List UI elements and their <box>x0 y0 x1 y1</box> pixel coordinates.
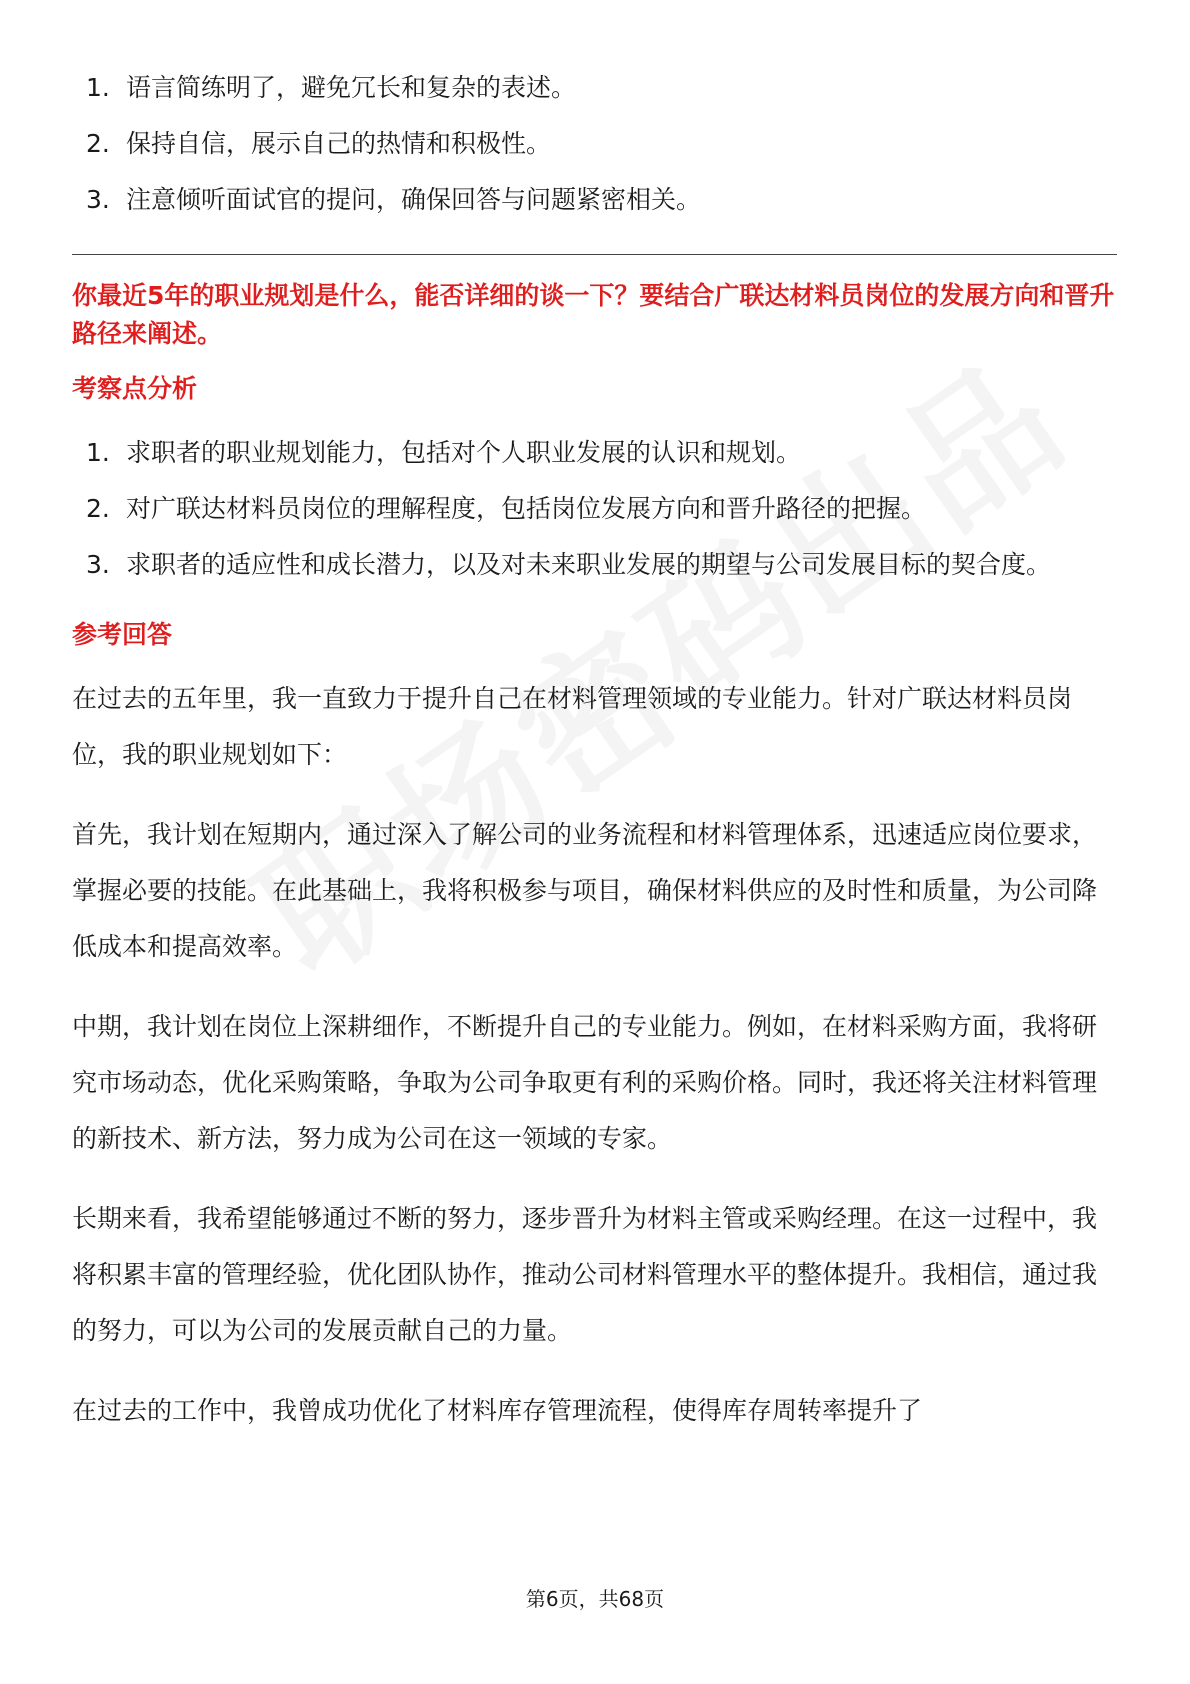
list-number: 1. <box>86 73 110 102</box>
list-item <box>72 537 1117 593</box>
list-item <box>72 481 1117 537</box>
list-text: 求职者的职业规划能力，包括对个人职业发展的认识和规划。 <box>126 438 802 467</box>
list-number: 1. <box>86 438 110 467</box>
list-item <box>72 172 1117 228</box>
answer-paragraph: 首先，我计划在短期内，通过深入了解公司的业务流程和材料管理体系，迅速适应岗位要求，掌握必要的技能。在此基础上，我将积极参与项目，确保材料供应的及时性和质量，为公司降低成本和提高效率。 <box>72 820 1098 961</box>
interview-question: 你最近5年的职业规划是什么，能否详细的谈一下？要结合广联达材料员岗位的发展方向和晋升路径来阐述。 <box>72 281 1115 348</box>
answer-paragraph: 长期来看，我希望能够通过不断的努力，逐步晋升为材料主管或采购经理。在这一过程中，我将积累丰富的管理经验，优化团队协作，推动公司材料管理水平的整体提升。我相信，通过我的努力，可以为公司的发展贡献自己的力量。 <box>72 1204 1098 1345</box>
list-number: 2. <box>86 129 110 158</box>
list-text: 注意倾听面试官的提问，确保回答与问题紧密相关。 <box>126 185 702 214</box>
list-number: 3. <box>86 185 110 214</box>
answer-heading: 参考回答 <box>72 620 173 649</box>
analysis-heading: 考察点分析 <box>72 374 198 403</box>
page-content <box>72 60 1117 1463</box>
answer-paragraph: 中期，我计划在岗位上深耕细作，不断提升自己的专业能力。例如，在材料采购方面，我将研究市场动态，优化采购策略，争取为公司争取更有利的采购价格。同时，我还将关注材料管理的新技术、新方法，努力成为公司在这一领域的专家。 <box>72 1012 1098 1153</box>
list-text: 求职者的适应性和成长潜力，以及对未来职业发展的期望与公司发展目标的契合度。 <box>126 550 1052 579</box>
analysis-list <box>72 425 1117 593</box>
answer-paragraph: 在过去的五年里，我一直致力于提升自己在材料管理领域的专业能力。针对广联达材料员岗位，我的职业规划如下： <box>72 684 1073 769</box>
tips-list <box>72 60 1117 228</box>
list-item <box>72 425 1117 481</box>
list-number: 2. <box>86 494 110 523</box>
list-number: 3. <box>86 550 110 579</box>
list-item <box>72 116 1117 172</box>
list-item <box>72 60 1117 116</box>
list-text: 语言简练明了，避免冗长和复杂的表述。 <box>126 73 577 102</box>
page-number: 第6页，共68页 <box>525 1587 665 1611</box>
section-divider <box>72 254 1117 255</box>
list-text: 保持自信，展示自己的热情和积极性。 <box>126 129 552 158</box>
list-text: 对广联达材料员岗位的理解程度，包括岗位发展方向和晋升路径的把握。 <box>126 494 927 523</box>
answer-paragraph: 在过去的工作中，我曾成功优化了材料库存管理流程，使得库存周转率提升了 <box>72 1396 923 1425</box>
